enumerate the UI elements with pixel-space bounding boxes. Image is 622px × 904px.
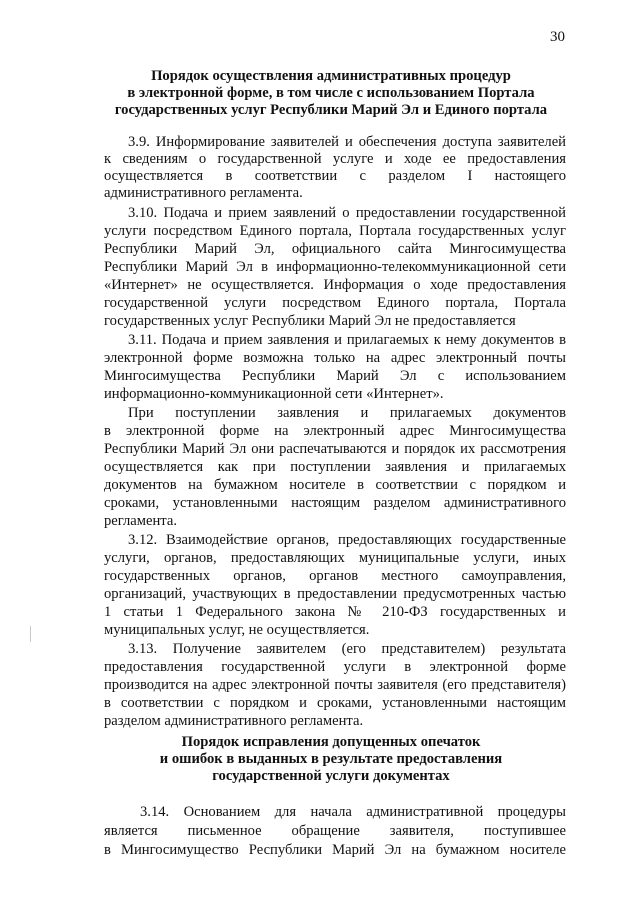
section-heading-electronic-procedures — [104, 68, 558, 119]
text-line: Республики Марий Эл в информационно-телекоммуникационной сети — [104, 259, 566, 275]
text-line: в Мингосимущество Республики Марий Эл на бумажном носителе — [104, 842, 566, 858]
text-line: государственных услуг Республики Марий Эл не предоставляется — [104, 313, 516, 329]
text-line: 3.12. Взаимодействие органов, предоставляющих государственные — [128, 532, 566, 548]
heading-line: Порядок исправления допущенных опечаток — [181, 734, 481, 750]
text-line: услуги, органов, предоставляющих муниципальные услуги, иных — [104, 550, 566, 566]
text-line: организаций, участвующих в предоставлении предусмотренных частью — [104, 586, 566, 602]
heading-line: в электронной форме, в том числе с использованием Портала — [127, 85, 535, 101]
text-line: государственных органов, органов местного самоуправления, — [104, 568, 566, 584]
text-line: административного регламента. — [104, 185, 303, 201]
text-line: 1 статьи 1 Федерального закона № 210-ФЗ государственных и — [104, 604, 566, 620]
text-line: 3.9. Информирование заявителей и обеспечения доступа заявителей — [128, 134, 566, 150]
text-line: является письменное обращение заявителя, поступившее — [104, 823, 566, 839]
text-line: Республики Марий Эл, официального сайта Мингосимущества — [104, 241, 566, 257]
text-line: 3.13. Получение заявителем (его представителем) результата — [128, 641, 566, 657]
text-line: При поступлении заявления и прилагаемых документов — [128, 405, 566, 421]
text-line: услуги посредством Единого портала, Портала государственных услуг — [104, 223, 566, 239]
text-line: 3.14. Основанием для начала административной процедуры — [140, 804, 566, 820]
text-line: 3.10. Подача и прием заявлений о предоставлении государственной — [128, 205, 566, 221]
text-line: 3.11. Подача и прием заявления и прилагаемых к нему документов в — [128, 332, 566, 348]
heading-line: государственных услуг Республики Марий Эл и Единого портала — [114, 102, 548, 118]
heading-line: и ошибок в выданных в результате предоставления — [159, 751, 503, 767]
text-line: «Интернет» не осуществляется. Информация о ходе предоставления — [104, 277, 566, 293]
heading-line: Порядок осуществления административных процедур — [151, 68, 511, 84]
heading-line: государственной услуги документах — [212, 768, 450, 784]
text-line: производится на адрес электронной почты заявителя (его представителя) — [104, 677, 566, 693]
text-line: государственной услуги посредством Единого портала, Портала — [104, 295, 566, 311]
text-line: Мингосимущества Республики Марий Эл с использованием — [104, 368, 566, 384]
text-line: осуществляется в соответствии с разделом I настоящего — [104, 168, 566, 184]
page-number: 30 — [550, 29, 565, 45]
text-line: к сведениям о государственной услуге и ходе ее предоставления — [104, 151, 566, 167]
text-line: муниципальных услуг, не осуществляется. — [104, 622, 370, 638]
text-line: регламента. — [104, 513, 177, 529]
scan-margin-mark — [30, 626, 31, 642]
text-line: разделом административного регламента. — [104, 713, 364, 729]
text-line: электронной форме возможна только на адрес электронный почты — [104, 350, 566, 366]
text-line: информационно-коммуникационной сети «Интернет». — [104, 386, 444, 402]
text-line: в соответствии с порядком и сроками, установленными настоящим — [104, 695, 566, 711]
text-line: документов на бумажном носителе в соответствии с порядком и — [104, 477, 566, 493]
text-line: Республики Марий Эл они распечатываются и порядок их рассмотрения — [104, 441, 566, 457]
text-line: в электронной форме на электронный адрес Мингосимущества — [104, 423, 566, 439]
text-line: предоставления государственной услуги в электронной форме — [104, 659, 566, 675]
text-line: осуществляется как при поступлении заявления и прилагаемых — [104, 459, 566, 475]
text-line: сроками, установленными настоящим разделом административного — [104, 495, 566, 511]
section-heading-error-correction — [104, 734, 558, 785]
